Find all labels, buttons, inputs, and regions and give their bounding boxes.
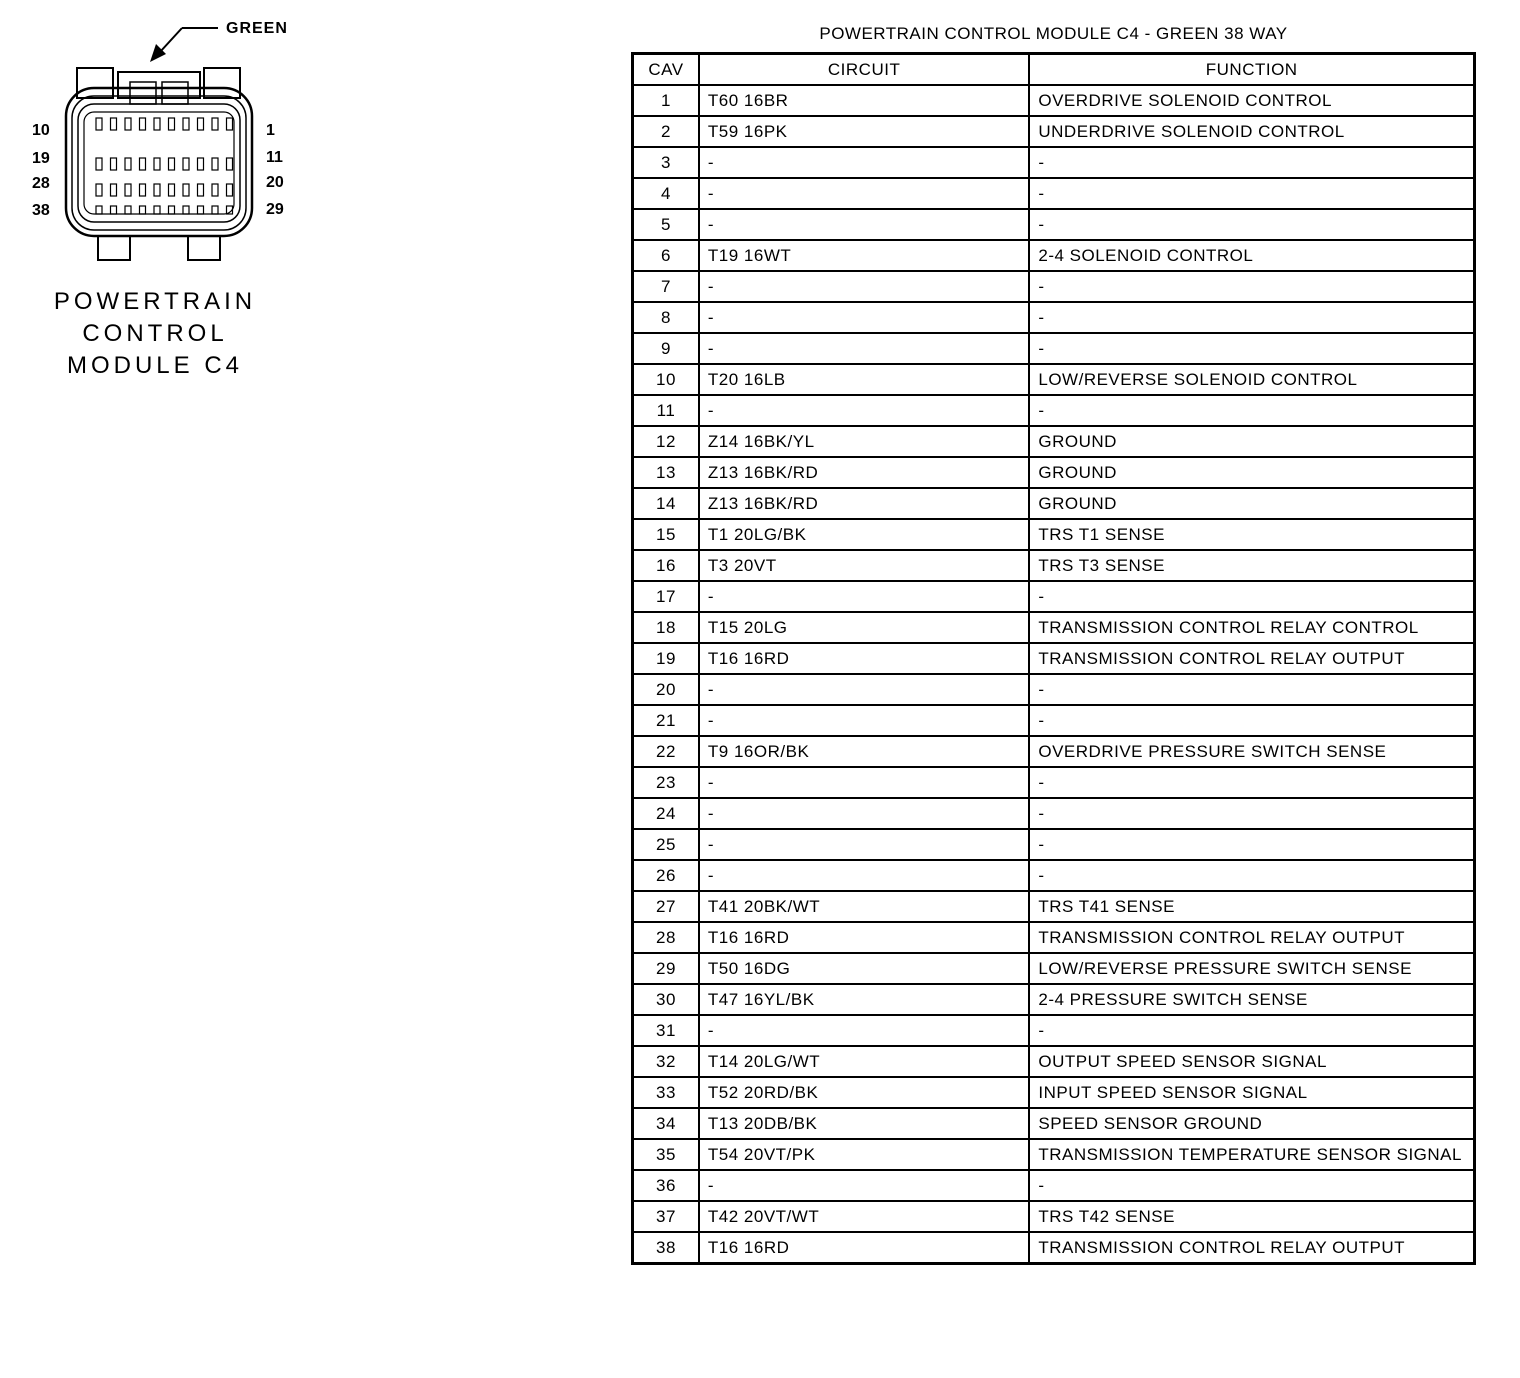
cav-cell: 11	[633, 395, 699, 426]
function-cell: OVERDRIVE SOLENOID CONTROL	[1029, 85, 1474, 116]
cav-cell: 8	[633, 302, 699, 333]
table-row	[633, 1232, 1475, 1264]
cav-cell: 6	[633, 240, 699, 271]
circuit-cell: -	[699, 271, 1029, 302]
table-row	[633, 581, 1475, 612]
table-row	[633, 798, 1475, 829]
circuit-cell: Z13 16BK/RD	[699, 457, 1029, 488]
cav-cell: 4	[633, 178, 699, 209]
circuit-cell: -	[699, 767, 1029, 798]
cav-cell: 15	[633, 519, 699, 550]
pinout-table	[631, 52, 1476, 1265]
function-cell: -	[1029, 271, 1474, 302]
circuit-cell: T15 20LG	[699, 612, 1029, 643]
table-row	[633, 1201, 1475, 1232]
cav-cell: 33	[633, 1077, 699, 1108]
cav-cell: 28	[633, 922, 699, 953]
cav-cell: 32	[633, 1046, 699, 1077]
circuit-cell: T3 20VT	[699, 550, 1029, 581]
function-cell: UNDERDRIVE SOLENOID CONTROL	[1029, 116, 1474, 147]
table-row	[633, 550, 1475, 581]
circuit-cell: T54 20VT/PK	[699, 1139, 1029, 1170]
circuit-cell: T16 16RD	[699, 643, 1029, 674]
table-row	[633, 395, 1475, 426]
pin-label-29: 29	[266, 201, 284, 218]
circuit-cell: T14 20LG/WT	[699, 1046, 1029, 1077]
function-cell: GROUND	[1029, 426, 1474, 457]
circuit-cell: -	[699, 333, 1029, 364]
function-cell: GROUND	[1029, 457, 1474, 488]
table-row	[633, 643, 1475, 674]
header-function: FUNCTION	[1029, 54, 1474, 86]
function-cell: OVERDRIVE PRESSURE SWITCH SENSE	[1029, 736, 1474, 767]
table-row	[633, 705, 1475, 736]
circuit-cell: T59 16PK	[699, 116, 1029, 147]
table-row	[633, 922, 1475, 953]
function-cell: -	[1029, 395, 1474, 426]
cav-cell: 30	[633, 984, 699, 1015]
table-row	[633, 612, 1475, 643]
table-row	[633, 178, 1475, 209]
function-cell: 2-4 PRESSURE SWITCH SENSE	[1029, 984, 1474, 1015]
circuit-cell: -	[699, 798, 1029, 829]
table-row	[633, 860, 1475, 891]
table-title: POWERTRAIN CONTROL MODULE C4 - GREEN 38 WAY	[819, 24, 1288, 43]
circuit-cell: T9 16OR/BK	[699, 736, 1029, 767]
pin-label-28: 28	[32, 175, 50, 192]
table-body	[633, 85, 1475, 1264]
cav-cell: 29	[633, 953, 699, 984]
function-cell: -	[1029, 829, 1474, 860]
cav-cell: 23	[633, 767, 699, 798]
circuit-cell: T1 20LG/BK	[699, 519, 1029, 550]
function-cell: OUTPUT SPEED SENSOR SIGNAL	[1029, 1046, 1474, 1077]
table-row	[633, 457, 1475, 488]
circuit-cell: -	[699, 147, 1029, 178]
pin-label-20: 20	[266, 174, 284, 191]
cav-cell: 16	[633, 550, 699, 581]
function-cell: TRANSMISSION CONTROL RELAY CONTROL	[1029, 612, 1474, 643]
table-row	[633, 488, 1475, 519]
table-row	[633, 302, 1475, 333]
connector-face-drawing	[0, 0, 320, 280]
cav-cell: 31	[633, 1015, 699, 1046]
cav-cell: 14	[633, 488, 699, 519]
function-cell: TRS T3 SENSE	[1029, 550, 1474, 581]
circuit-cell: T60 16BR	[699, 85, 1029, 116]
pin-label-10: 10	[32, 122, 50, 139]
cav-cell: 1	[633, 85, 699, 116]
table-row	[633, 271, 1475, 302]
circuit-cell: -	[699, 860, 1029, 891]
function-cell: 2-4 SOLENOID CONTROL	[1029, 240, 1474, 271]
table-row	[633, 767, 1475, 798]
table-row	[633, 1015, 1475, 1046]
function-cell: -	[1029, 674, 1474, 705]
table-row	[633, 1170, 1475, 1201]
function-cell: TRANSMISSION TEMPERATURE SENSOR SIGNAL	[1029, 1139, 1474, 1170]
function-cell: LOW/REVERSE SOLENOID CONTROL	[1029, 364, 1474, 395]
function-cell: TRANSMISSION CONTROL RELAY OUTPUT	[1029, 922, 1474, 953]
function-cell: GROUND	[1029, 488, 1474, 519]
circuit-cell: T16 16RD	[699, 1232, 1029, 1264]
function-cell: SPEED SENSOR GROUND	[1029, 1108, 1474, 1139]
pin-label-19: 19	[32, 150, 50, 167]
connector-color-label: GREEN	[226, 20, 288, 37]
table-row	[633, 364, 1475, 395]
circuit-cell: -	[699, 209, 1029, 240]
table-row	[633, 736, 1475, 767]
function-cell: -	[1029, 705, 1474, 736]
function-cell: -	[1029, 333, 1474, 364]
cav-cell: 2	[633, 116, 699, 147]
cav-cell: 22	[633, 736, 699, 767]
table-row	[633, 240, 1475, 271]
function-cell: TRS T1 SENSE	[1029, 519, 1474, 550]
cav-cell: 12	[633, 426, 699, 457]
connector-name-line3: MODULE C4	[66, 352, 244, 379]
pin-label-11: 11	[266, 149, 283, 166]
table-row	[633, 984, 1475, 1015]
connector-name-line1: POWERTRAIN	[53, 288, 257, 315]
connector-name-line2: CONTROL	[82, 320, 228, 347]
function-cell: TRANSMISSION CONTROL RELAY OUTPUT	[1029, 643, 1474, 674]
table-row	[633, 1139, 1475, 1170]
function-cell: TRS T41 SENSE	[1029, 891, 1474, 922]
circuit-cell: Z13 16BK/RD	[699, 488, 1029, 519]
circuit-cell: T52 20RD/BK	[699, 1077, 1029, 1108]
table-row	[633, 209, 1475, 240]
table-row	[633, 333, 1475, 364]
cav-cell: 3	[633, 147, 699, 178]
table-row	[633, 1046, 1475, 1077]
cav-cell: 9	[633, 333, 699, 364]
circuit-cell: -	[699, 674, 1029, 705]
table-row	[633, 829, 1475, 860]
function-cell: -	[1029, 581, 1474, 612]
table-header-row	[633, 54, 1475, 86]
function-cell: -	[1029, 209, 1474, 240]
cav-cell: 37	[633, 1201, 699, 1232]
circuit-cell: T19 16WT	[699, 240, 1029, 271]
function-cell: -	[1029, 1015, 1474, 1046]
table-row	[633, 891, 1475, 922]
table-row	[633, 953, 1475, 984]
function-cell: -	[1029, 147, 1474, 178]
function-cell: INPUT SPEED SENSOR SIGNAL	[1029, 1077, 1474, 1108]
function-cell: -	[1029, 767, 1474, 798]
circuit-cell: -	[699, 581, 1029, 612]
table-row	[633, 116, 1475, 147]
cav-cell: 36	[633, 1170, 699, 1201]
pin-label-38: 38	[32, 202, 50, 219]
circuit-cell: T42 20VT/WT	[699, 1201, 1029, 1232]
table-row	[633, 426, 1475, 457]
cav-cell: 18	[633, 612, 699, 643]
cav-cell: 38	[633, 1232, 699, 1264]
cav-cell: 20	[633, 674, 699, 705]
header-circuit: CIRCUIT	[699, 54, 1029, 86]
cav-cell: 35	[633, 1139, 699, 1170]
function-cell: -	[1029, 178, 1474, 209]
cav-cell: 24	[633, 798, 699, 829]
circuit-cell: -	[699, 178, 1029, 209]
cav-cell: 13	[633, 457, 699, 488]
cav-cell: 34	[633, 1108, 699, 1139]
function-cell: -	[1029, 302, 1474, 333]
cav-cell: 19	[633, 643, 699, 674]
circuit-cell: T50 16DG	[699, 953, 1029, 984]
table-row	[633, 519, 1475, 550]
cav-cell: 5	[633, 209, 699, 240]
function-cell: TRS T42 SENSE	[1029, 1201, 1474, 1232]
circuit-cell: T47 16YL/BK	[699, 984, 1029, 1015]
circuit-cell: T16 16RD	[699, 922, 1029, 953]
circuit-cell: Z14 16BK/YL	[699, 426, 1029, 457]
cav-cell: 26	[633, 860, 699, 891]
function-cell: LOW/REVERSE PRESSURE SWITCH SENSE	[1029, 953, 1474, 984]
table-row	[633, 674, 1475, 705]
table-row	[633, 1108, 1475, 1139]
cav-cell: 10	[633, 364, 699, 395]
cav-cell: 7	[633, 271, 699, 302]
circuit-cell: T41 20BK/WT	[699, 891, 1029, 922]
pin-label-1: 1	[266, 122, 275, 139]
circuit-cell: -	[699, 1170, 1029, 1201]
header-cav: CAV	[633, 54, 699, 86]
connector-diagram	[0, 0, 320, 400]
function-cell: -	[1029, 860, 1474, 891]
cav-cell: 21	[633, 705, 699, 736]
function-cell: TRANSMISSION CONTROL RELAY OUTPUT	[1029, 1232, 1474, 1264]
circuit-cell: -	[699, 302, 1029, 333]
circuit-cell: T13 20DB/BK	[699, 1108, 1029, 1139]
circuit-cell: -	[699, 829, 1029, 860]
table-row	[633, 147, 1475, 178]
circuit-cell: -	[699, 1015, 1029, 1046]
cav-cell: 17	[633, 581, 699, 612]
circuit-cell: -	[699, 705, 1029, 736]
cav-cell: 25	[633, 829, 699, 860]
cav-cell: 27	[633, 891, 699, 922]
function-cell: -	[1029, 798, 1474, 829]
connector-name	[40, 286, 270, 382]
table-row	[633, 1077, 1475, 1108]
circuit-cell: -	[699, 395, 1029, 426]
function-cell: -	[1029, 1170, 1474, 1201]
circuit-cell: T20 16LB	[699, 364, 1029, 395]
table-row	[633, 85, 1475, 116]
